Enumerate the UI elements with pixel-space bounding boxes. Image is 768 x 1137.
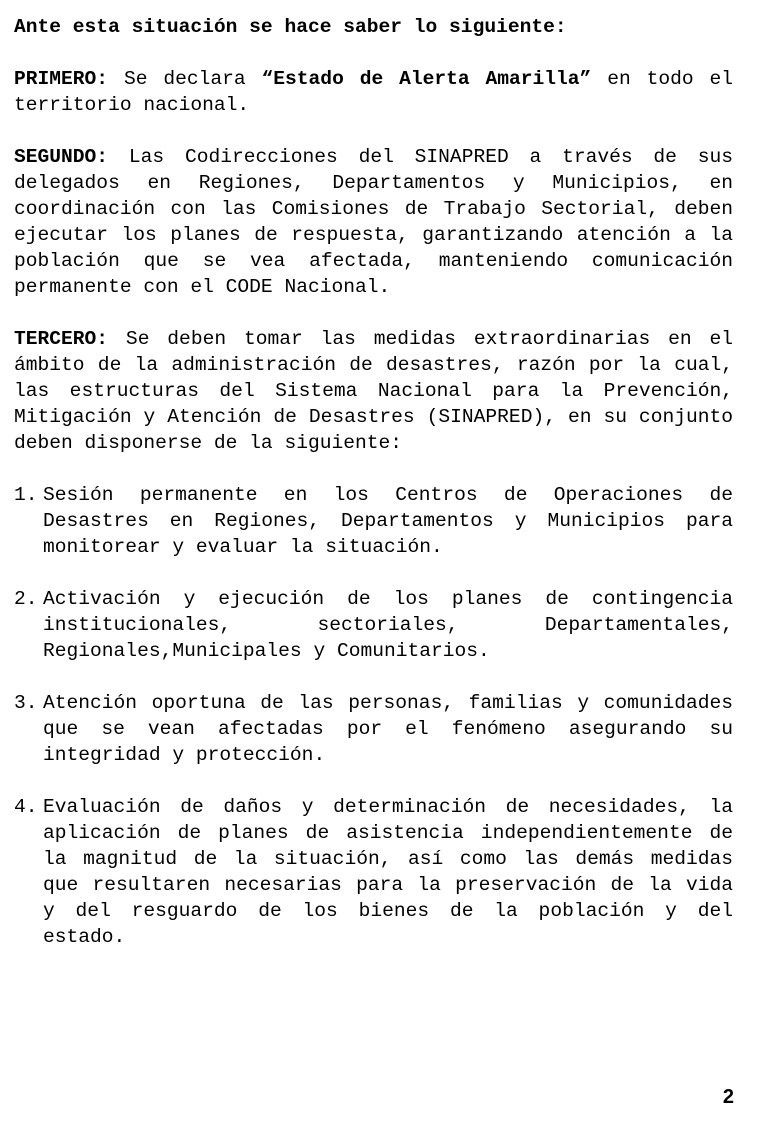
list-item-text: Activación y ejecución de los planes de contingencia institucionales, sectoriales, Departamentales, Regionales,Municipales y Comunitarios. bbox=[43, 588, 733, 662]
list-item-text: Atención oportuna de las personas, familias y comunidades que se vean afectadas por el fenómeno asegurando su integridad y protección. bbox=[43, 692, 733, 766]
list-item-number: 3. bbox=[14, 692, 38, 714]
page-number: 2 bbox=[722, 1086, 734, 1108]
paragraph-primero-text-after: en todo el territorio nacional. bbox=[14, 68, 733, 116]
paragraph-segundo bbox=[14, 144, 733, 300]
list-item bbox=[14, 586, 733, 664]
paragraph-tercero-lead: TERCERO: bbox=[14, 328, 109, 350]
paragraph-segundo-text: Las Codirecciones del SINAPRED a través de sus delegados en Regiones, Departamentos y Municipios, en coordinación con las Comisiones de Trabajo Sectorial, deben ejecutar los planes de respuesta, garantizando atención a la población que se vea afectada, manteniendo comunicación permanente con el CODE Nacional. bbox=[14, 146, 733, 298]
alert-declaration: “Estado de Alerta Amarilla” bbox=[261, 68, 592, 90]
paragraph-tercero-text: Se deben tomar las medidas extraordinarias en el ámbito de la administración de desastres, razón por la cual, las estructuras del Sistema Nacional para la Prevención, Mitigación y Atención de Desastres (SINAPRED), en su conjunto deben disponerse de la siguiente: bbox=[14, 328, 733, 454]
list-item-number: 1. bbox=[14, 484, 38, 506]
list-item bbox=[14, 482, 733, 560]
measures-list bbox=[14, 482, 733, 950]
section-heading: Ante esta situación se hace saber lo siguiente: bbox=[14, 16, 567, 38]
list-item bbox=[14, 794, 733, 950]
paragraph-primero-lead: PRIMERO: bbox=[14, 68, 109, 90]
list-item-text: Evaluación de daños y determinación de necesidades, la aplicación de planes de asistencia independientemente de la magnitud de la situación, así como las demás medidas que resultaren necesarias para la preservación de la vida y del resguardo de los bienes de la población y del estado. bbox=[43, 796, 733, 948]
paragraph-segundo-lead: SEGUNDO: bbox=[14, 146, 109, 168]
list-item bbox=[14, 690, 733, 768]
list-item-number: 4. bbox=[14, 796, 38, 818]
list-item-number: 2. bbox=[14, 588, 38, 610]
document-page bbox=[14, 14, 733, 976]
list-item-text: Sesión permanente en los Centros de Operaciones de Desastres en Regiones, Departamentos y Municipios para monitorear y evaluar la situación. bbox=[43, 484, 733, 558]
paragraph-primero-text-before: Se declara bbox=[108, 68, 262, 90]
paragraph-tercero bbox=[14, 326, 733, 456]
paragraph-primero bbox=[14, 66, 733, 118]
